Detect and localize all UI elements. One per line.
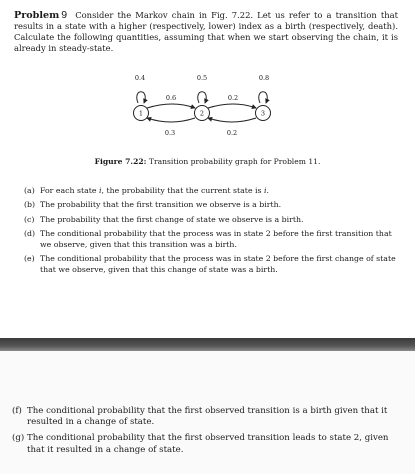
part-a xyxy=(24,186,396,196)
self-loop-3 xyxy=(259,92,267,103)
self-loop-1 xyxy=(137,92,145,103)
backward-3-2-label: 0.2 xyxy=(226,129,238,137)
arrow-2-to-1 xyxy=(147,118,195,122)
forward-2-3-label: 0.2 xyxy=(227,94,239,102)
page-divider xyxy=(0,338,415,351)
problem-number: 9 xyxy=(61,9,68,21)
part-text: The probability that the first change of state we observe is a birth. xyxy=(40,214,304,224)
state-2-label: 2 xyxy=(199,109,205,118)
part-f xyxy=(12,406,404,428)
caption-label: Figure 7.22: xyxy=(94,157,147,166)
part-label: (e) xyxy=(24,254,35,264)
self-loop-2 xyxy=(198,92,206,103)
arrow-3-to-2 xyxy=(208,118,256,122)
problem-parts xyxy=(24,186,396,279)
figure-caption xyxy=(0,157,415,167)
continued-parts xyxy=(12,406,404,461)
arrow-1-to-2 xyxy=(147,104,195,108)
part-text xyxy=(40,186,396,196)
part-d xyxy=(24,229,396,250)
part-a-mid: , the probability that the current state is xyxy=(101,186,265,195)
state-3-label: 3 xyxy=(260,109,266,118)
part-g xyxy=(12,433,404,455)
part-label: (d) xyxy=(24,229,36,239)
part-a-var: i xyxy=(99,186,102,195)
part-text: The conditional probability that the first observed transition leads to state 2, given that it resulted in a change of state. xyxy=(27,433,389,455)
part-e xyxy=(24,254,396,275)
part-text: The conditional probability that the process was in state 2 before the first change of state that we observe, given that this change of state was a birth. xyxy=(40,254,396,274)
part-text: The probability that the first transition we observe is a birth. xyxy=(40,200,282,210)
problem-text: Consider the Markov chain in Fig. 7.22. Let us refer to a transition that results in a state with a higher (respectively, lower) index as a birth (respectively, death). Calculate the following quantities, assuming that when we start observing the chain, it is already in steady-state. xyxy=(14,10,398,53)
part-a-pre: For each state xyxy=(40,186,100,195)
problem-statement xyxy=(14,10,398,54)
part-text: The conditional probability that the process was in state 2 before the first transition that we observe, given that this transition was a birth. xyxy=(40,229,392,249)
part-label: (g) xyxy=(12,433,25,444)
self-loop-1-label: 0.4 xyxy=(134,74,146,82)
self-loop-3-label: 0.8 xyxy=(258,74,270,82)
part-b xyxy=(24,200,396,210)
part-text: The conditional probability that the first observed transition is a birth given that it resulted in a change of state. xyxy=(27,406,388,428)
part-label: (f) xyxy=(12,406,22,416)
part-a-var2: i xyxy=(264,186,267,195)
part-label: (c) xyxy=(24,214,35,224)
self-loop-2-label: 0.5 xyxy=(196,74,208,82)
backward-2-1-label: 0.3 xyxy=(164,129,176,137)
state-1-label: 1 xyxy=(138,109,144,118)
continued-page xyxy=(0,351,415,474)
part-a-post: . xyxy=(266,186,269,195)
markov-chain-svg xyxy=(118,66,290,138)
part-label: (b) xyxy=(24,200,36,210)
part-c xyxy=(24,215,396,225)
caption-text: Transition probability graph for Problem 11. xyxy=(148,157,321,166)
part-label: (a) xyxy=(24,186,35,195)
forward-1-2-label: 0.6 xyxy=(165,94,177,102)
markov-chain-diagram xyxy=(118,66,290,138)
arrow-2-to-3 xyxy=(208,104,256,108)
problem-label: Problem xyxy=(14,10,60,21)
